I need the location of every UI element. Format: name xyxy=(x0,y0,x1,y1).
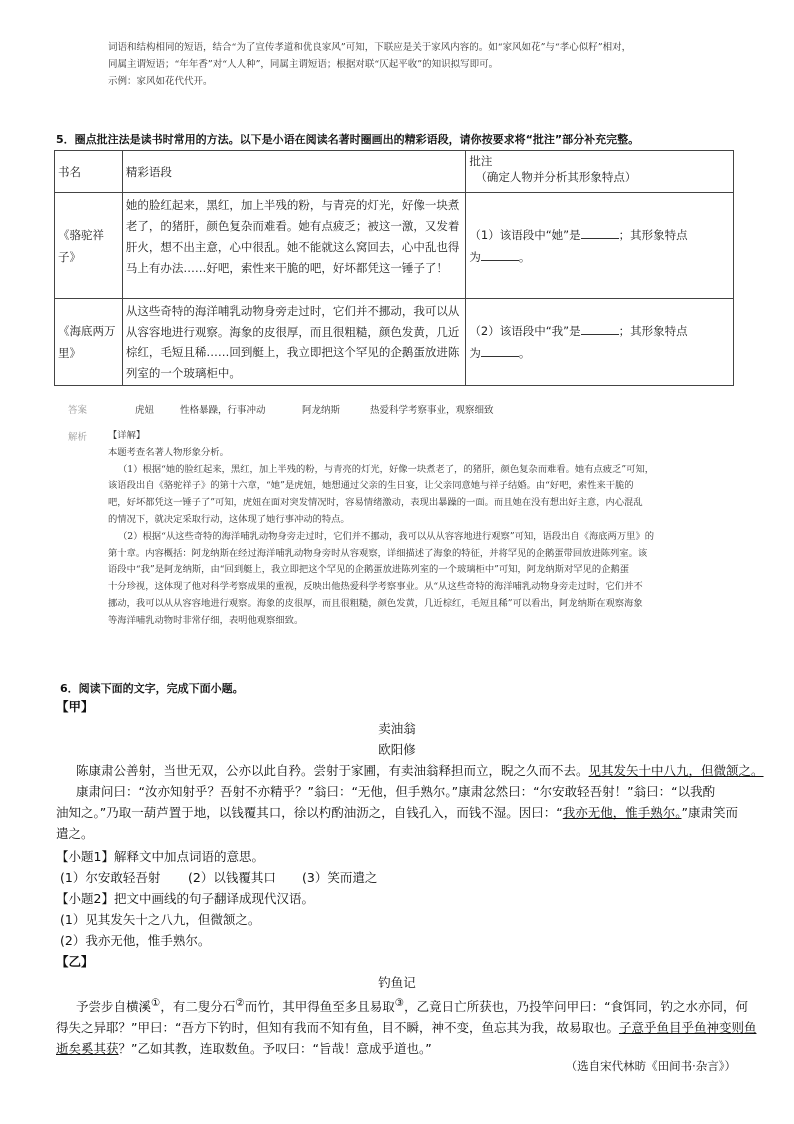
sub1-item: (2）以钱覆其口 xyxy=(188,870,276,885)
answer-label: 答案 xyxy=(68,405,88,416)
table-row xyxy=(55,299,734,386)
footnote-2: ② xyxy=(235,997,245,1009)
note-cell: （2）该语段中“我”是 ；其形象特点 为 。 xyxy=(466,299,734,386)
underlined-sentence: 子意乎鱼目乎鱼神变则鱼 xyxy=(618,1020,757,1036)
header-note: 批注 （确定人物并分析其形象特点） xyxy=(466,151,734,193)
underlined-sentence: 我亦无他，惟手熟尔。 xyxy=(562,805,682,820)
q6-title: 6．阅读下面的文字，完成下面小题。 xyxy=(60,682,244,695)
table-header-row xyxy=(55,151,734,193)
blank-line[interactable] xyxy=(481,250,519,261)
top-note-line1: 词语和结构相同的短语，结合“为了宣传孝道和优良家风”可知，下联应是关于家风内容的。如“家风如花”与“孝心似籽”相对， xyxy=(108,42,632,53)
answer-3: 阿龙纳斯 xyxy=(302,405,341,416)
table-row xyxy=(55,193,734,299)
header-book: 书名 xyxy=(55,151,123,193)
sub2-item: (1）见其发矢十之八九，但微颔之。 xyxy=(60,912,261,927)
footnote-1: ① xyxy=(151,997,161,1009)
underlined-sentence: 逝矣奚其获 xyxy=(56,1041,119,1057)
annotation-table xyxy=(54,150,734,386)
top-note-line2: 同属主谓短语；“年年香”对“人人种”，同属主谓短语；根据对联“仄起平收”的知识拟写即可。 xyxy=(108,59,499,70)
passage-text: 从这些奇特的海洋哺乳动物身旁走过时，它们并不挪动，我可以从从容容地进行观察。海象的皮很厚，而且很粗糙，颜色发黄，几近棕红，毛短且稀……回到艇上，我立即把这个罕见的企鹅蛋放进陈列室的一个玻璃柜中。 xyxy=(122,299,465,386)
note-cell: （1）该语段中“她”是 ；其形象特点 为 。 xyxy=(466,193,734,299)
analysis-label: 解析 xyxy=(68,432,88,443)
article1-title: 卖油翁 xyxy=(378,721,416,736)
footnote-3: ③ xyxy=(394,997,405,1009)
yi-label: 【乙】 xyxy=(56,954,94,969)
q5-title: 5．圈点批注法是读书时常用的方法。以下是小语在阅读名著时圈画出的精彩语段，请你按要求将“批注”部分补充完整。 xyxy=(56,133,640,146)
article1-body: 陈康肃公善射，当世无双，公亦以此自矜。尝射于家圃，有卖油翁释担而立，睨之久而不去。见其发矢十中八九，但微颔之。 康肃问曰：“汝亦知射乎？吾射不亦精乎？”翁曰：“无他，但手熟尔。”康肃忿然曰：“尔安敢轻吾射！”翁曰：“以我酌 油知之。”乃取一葫芦置于地，以钱覆其口，徐以杓酌油沥之，自钱孔入，而钱不湿。因曰：“我亦无他，惟手熟尔。”康肃笑而 遣之。 xyxy=(56,763,764,841)
answer-4: 热爱科学考察事业，观察细致 xyxy=(370,405,494,416)
book-name: 《海底两万里》 xyxy=(55,299,123,386)
blank-line[interactable] xyxy=(581,324,619,335)
sub1-item: (3）笑而遣之 xyxy=(302,870,378,885)
article1-author: 欧阳修 xyxy=(378,742,416,757)
book-name: 《骆驼祥子》 xyxy=(55,193,123,299)
passage-text: 她的脸红起来，黑红，加上半残的粉，与青亮的灯光，好像一块煮老了，的猪肝，颜色复杂而难看。她有点疲乏；被这一激，又发着肝火，想不出主意，心中很乱。她不能就这么窝回去，心中乱也得马上有办法……好吧，索性来干脆的吧，好坏都凭这一锤子了！ xyxy=(122,193,465,299)
answer-1: 虎妞 xyxy=(135,405,155,416)
article2-title: 钓鱼记 xyxy=(378,975,416,990)
top-note xyxy=(108,39,738,90)
article2-body: 予尝步自横溪①，有二叟分石②而竹，其甲得鱼至多且易取③，乙竟日亡所获也，乃投竿问甲曰：“食饵同，钓之水亦同，何 得失之异耶？”甲曰：“吾方下钓时，但知有我而不知有鱼，目不瞬，神不变，鱼忘其为我，故易取也。子意乎鱼目乎鱼神变则鱼 逝矣奚其获？”乙如其教，连取数鱼。予叹曰：“旨哉！意成乎道也。” xyxy=(56,997,757,1057)
analysis-block: 【详解】 本题考查名著人物形象分析。 （1）根据“她的脸红起来，黑红，加上半残的粉，与青亮的灯光，好像一块煮老了，的猪肝，颜色复杂而难看。她有点疲乏”可知， 该语段出自《骆驼祥子》的第十六章，“她”是虎妞，她想通过父亲的生日宴，让父亲同意她与祥子结婚。由“好吧，索性来干脆的 吧，好坏都凭这一锤子了”可知，虎妞在面对突发情况时，容易情绪激动，表现出暴躁的一面。而且她在没有想出好主意，内心混乱 的情况下，就决定采取行动，这体现了她行事冲动的特点。 （2）根据“从这些奇特的海洋哺乳动物身旁走过时，它们并不挪动，我可以从从容容地进行观察”可知，语段出自《海底两万里》的 第十章。内容概括：阿龙纳斯在经过海洋哺乳动物身旁时从容观察，详细描述了海象的特征，并将罕见的企鹅蛋带回放进陈列室。该 语段中“我”是阿龙纳斯，由“回到艇上，我立即把这个罕见的企鹅蛋放进陈列室的一个玻璃柜中”可知，阿龙纳斯对罕见的企鹅蛋 十分珍视，这体现了他对科学考察成果的重视，反映出他热爱科学考察事业。从“从这些奇特的海洋哺乳动物身旁走过时，它们并不 挪动，我可以从从容容地进行观察。海象的皮很厚，而且很粗糙，颜色发黄，几近棕红，毛短且稀”可以看出，阿龙纳斯在观察海象 等海洋哺乳动物时非常仔细，表明他观察细致。 xyxy=(108,430,655,626)
sub2-item: (2）我亦无他，惟手熟尔。 xyxy=(60,933,211,948)
answer-2: 性格暴躁，行事冲动 xyxy=(180,405,266,416)
sub1-item: (1）尔安敢轻吾射 xyxy=(60,870,161,885)
sub-question-1: 【小题1】解释文中加点词语的意思。 xyxy=(56,849,264,864)
header-passage: 精彩语段 xyxy=(122,151,465,193)
sub-question-2: 【小题2】把文中画线的句子翻译成现代汉语。 xyxy=(56,891,314,906)
blank-line[interactable] xyxy=(481,346,519,357)
blank-line[interactable] xyxy=(581,228,619,239)
underlined-sentence: 见其发矢十中八九，但微颔之。 xyxy=(588,763,764,778)
source-citation: （选自宋代林昉《田间书·杂言》） xyxy=(565,1059,736,1073)
jia-label: 【甲】 xyxy=(56,699,94,714)
top-note-line3: 示例：家风如花代代开。 xyxy=(108,76,213,87)
